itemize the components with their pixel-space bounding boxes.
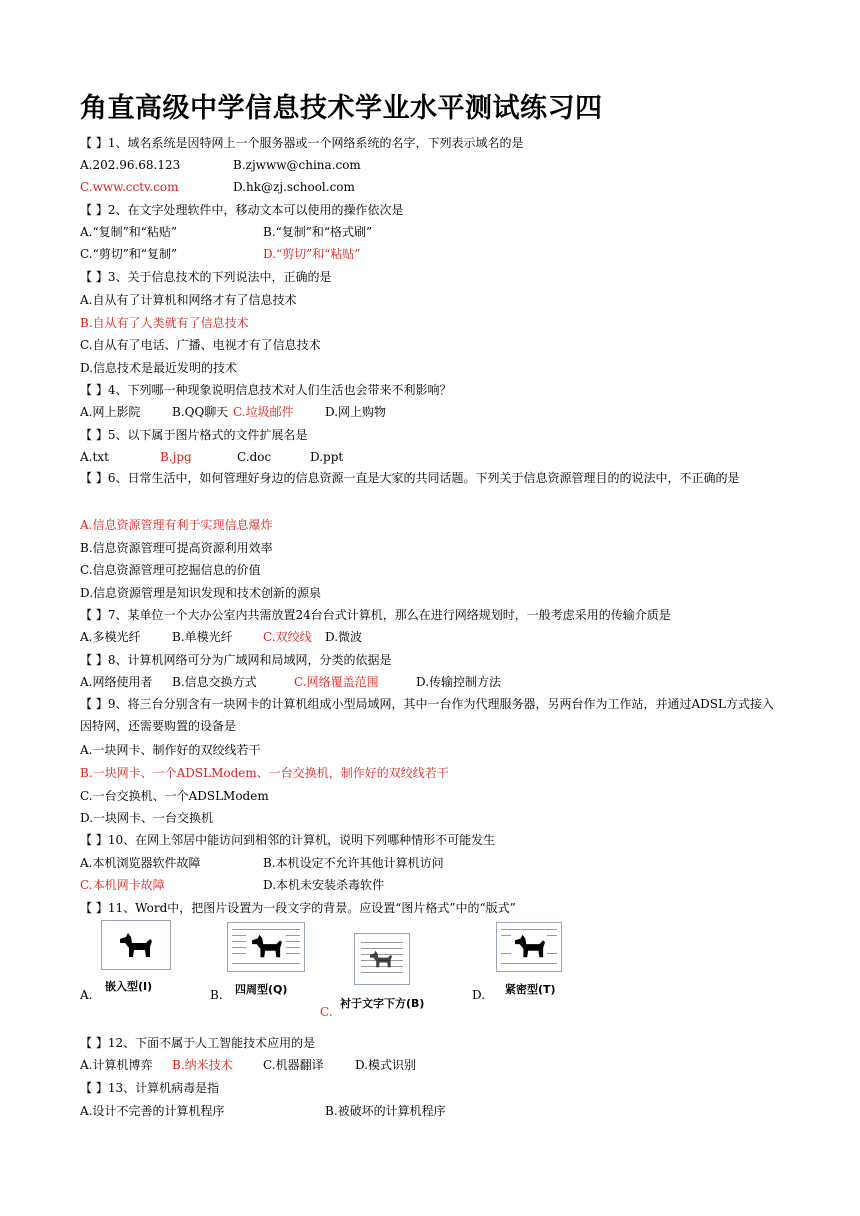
question-2-stem: 【 】2、在文字处理软件中，移动文本可以使用的操作依次是	[80, 203, 404, 217]
option-b-answer: B.纳米技术	[172, 1058, 233, 1072]
option-c-answer: C.本机网卡故障	[80, 878, 165, 892]
option-a-letter: A.	[80, 988, 93, 1002]
question-13-stem: 【 】13、计算机病毒是指	[80, 1081, 220, 1095]
option-d: D.传输控制方法	[416, 675, 502, 689]
option-c-answer: C.网络覆盖范围	[294, 675, 379, 689]
option-c: C.自从有了电话、广播、电视才有了信息技术	[80, 338, 321, 352]
option-a: A.多模光纤	[80, 630, 141, 644]
option-c: C.一台交换机、一个ADSLModem	[80, 789, 269, 803]
layout-behind-text-image	[336, 931, 436, 1015]
option-c: C.doc	[237, 450, 272, 464]
option-b: B.被破坏的计算机程序	[325, 1104, 446, 1118]
option-c: C.“剪切”和“复制”	[80, 247, 178, 261]
option-d: D.ppt	[310, 450, 344, 464]
dog-picture-icon	[354, 933, 410, 985]
option-a: A.本机浏览器软件故障	[80, 856, 201, 870]
option-d: D.微波	[325, 630, 363, 644]
option-c: C.机器翻译	[263, 1058, 324, 1072]
option-d: D.模式识别	[355, 1058, 417, 1072]
question-7-stem: 【 】7、某单位一个大办公室内共需放置24台台式计算机，那么在进行网络规划时，一般考虑采用的传输介质是	[80, 608, 671, 622]
layout-caption: 四周型(Q)	[235, 983, 288, 996]
option-b: B.信息资源管理可提高资源利用效率	[80, 541, 273, 555]
dog-picture-icon	[496, 922, 562, 972]
option-a-answer: A.信息资源管理有利于实现信息爆炸	[80, 518, 273, 532]
dog-picture-icon	[227, 922, 305, 972]
option-c-answer: C.www.cctv.com	[80, 180, 179, 194]
option-c: C.信息资源管理可挖掘信息的价值	[80, 563, 261, 577]
option-d: D.网上购物	[325, 405, 387, 419]
option-b: B.zjwww@china.com	[233, 158, 361, 172]
page-title: 角直高级中学信息技术学业水平测试练习四	[80, 93, 603, 124]
question-9-stem: 【 】9、将三台分别含有一块网卡的计算机组成小型局域网，其中一台作为代理服务器，另两台作为工作站，并通过ADSL方式接入因特网，还需要购置的设备是	[80, 697, 774, 733]
question-3-stem: 【 】3、关于信息技术的下列说法中，正确的是	[80, 270, 332, 284]
option-c-letter-answer: C.	[320, 1005, 333, 1019]
layout-caption: 紧密型(T)	[505, 983, 556, 996]
option-d-answer: D.“剪切”和“粘贴”	[263, 247, 361, 261]
dog-picture-icon	[101, 920, 171, 970]
layout-inline-image	[98, 918, 174, 996]
option-b: B.QQ聊天	[172, 405, 229, 419]
option-d-letter: D.	[472, 988, 486, 1002]
option-b-answer: B.jpg	[160, 450, 192, 464]
option-a: A.计算机博弈	[80, 1058, 153, 1072]
option-a: A.202.96.68.123	[80, 158, 181, 172]
layout-caption: 衬于文字下方(B)	[340, 997, 425, 1010]
option-b-answer: B.自从有了人类就有了信息技术	[80, 316, 249, 330]
option-d: D.本机未安装杀毒软件	[263, 878, 385, 892]
option-b: B.信息交换方式	[172, 675, 257, 689]
option-a: A.自从有了计算机和网络才有了信息技术	[80, 293, 297, 307]
option-a: A.网上影院	[80, 405, 141, 419]
option-b: B.“复制”和“格式刷”	[263, 225, 373, 239]
layout-tight-image	[493, 918, 567, 998]
question-4-stem: 【 】4、下列哪一种现象说明信息技术对人们生活也会带来不利影响？	[80, 383, 452, 397]
question-8-stem: 【 】8、计算机网络可分为广域网和局域网，分类的依据是	[80, 653, 392, 667]
question-10-stem: 【 】10、在网上邻居中能访问到相邻的计算机，说明下列哪种情形不可能发生	[80, 833, 496, 847]
option-a: A.一块网卡、制作好的双绞线若干	[80, 743, 261, 757]
option-b: B.本机设定不允许其他计算机访问	[263, 856, 444, 870]
option-c-answer: C.垃圾邮件	[233, 405, 294, 419]
option-b-letter: B.	[210, 988, 223, 1002]
question-11-stem: 【 】11、Word中，把图片设置为一段文字的背景。应设置“图片格式”中的“版式”	[80, 901, 516, 915]
question-12-stem: 【 】12、下面不属于人工智能技术应用的是	[80, 1036, 316, 1050]
option-a: A.网络使用者	[80, 675, 153, 689]
option-d: D.hk@zj.school.com	[233, 180, 355, 194]
question-6-stem: 【 】6、日常生活中，如何管理好身边的信息资源一直是大家的共同话题。下列关于信息资源管理目的的说法中，不正确的是	[80, 471, 740, 485]
question-5-stem: 【 】5、以下属于图片格式的文件扩展名是	[80, 428, 308, 442]
option-b: B.单模光纤	[172, 630, 233, 644]
layout-square-image	[225, 918, 307, 998]
question-1-stem: 【 】1、域名系统是因特网上一个服务器或一个网络系统的名字，下列表示域名的是	[80, 136, 524, 150]
option-d: D.一块网卡、一台交换机	[80, 811, 214, 825]
option-b-answer: B.一块网卡、一个ADSLModem、一台交换机，制作好的双绞线若干	[80, 766, 449, 780]
option-d: D.信息技术是最近发明的技术	[80, 361, 238, 375]
option-d: D.信息资源管理是知识发现和技术创新的源泉	[80, 586, 322, 600]
option-c-answer: C.双绞线	[263, 630, 312, 644]
option-a: A.txt	[80, 450, 109, 464]
option-a: A.“复制”和“粘贴”	[80, 225, 178, 239]
layout-caption: 嵌入型(I)	[105, 980, 153, 993]
option-a: A.设计不完善的计算机程序	[80, 1104, 225, 1118]
